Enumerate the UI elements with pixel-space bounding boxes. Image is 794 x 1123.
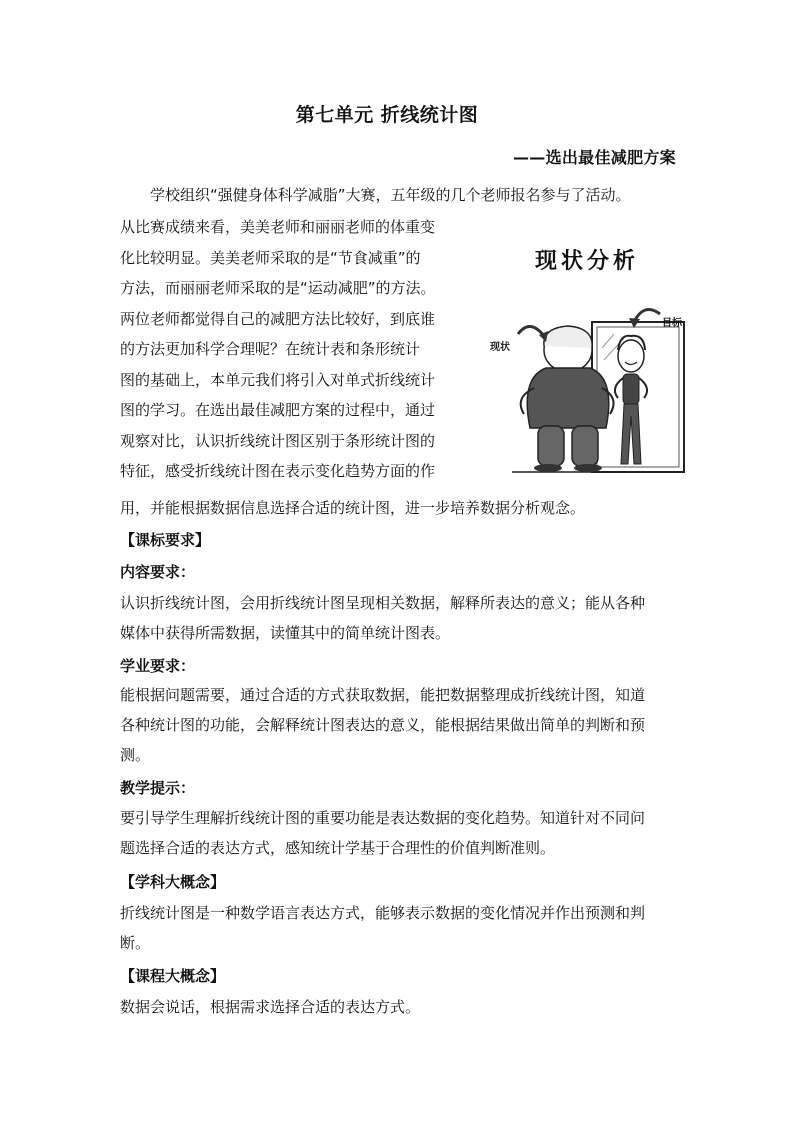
page-title: 第七单元 折线统计图	[295, 104, 479, 126]
subject-line: 折线统计图是一种数学语言表达方式，能够表示数据的变化情况并作出预测和判	[120, 904, 646, 922]
intro-wrapped-paragraph	[120, 212, 470, 487]
course-line: 数据会说话，根据需求选择合适的表达方式。	[120, 998, 421, 1016]
course-heading: 【课程大概念】	[120, 967, 226, 985]
teaching-line: 题选择合适的表达方式，感知统计学基于合理性的价值判断准则。	[120, 839, 556, 857]
academic-line: 能根据问题需要，通过合适的方式获取数据，能把数据整理成折线统计图，知道	[120, 686, 646, 704]
content-line: 媒体中获得所需数据，读懂其中的简单统计图表。	[120, 624, 451, 642]
teaching-line: 要引导学生理解折线统计图的重要功能是表达数据的变化趋势。知道针对不同问	[120, 809, 646, 827]
intro-line: 两位老师都觉得自己的减肥方法比较好，到底谁	[120, 309, 436, 328]
intro-first-line: 学校组织“强健身体科学减脂”大赛，五年级的几个老师报名参与了活动。	[150, 186, 631, 204]
intro-line: 观察对比，认识折线统计图区别于条形统计图的	[120, 431, 436, 450]
teaching-paragraph	[120, 803, 680, 863]
intro-line: 化比较明显。美美老师采取的是“节食减重”的	[120, 248, 421, 267]
academic-paragraph	[120, 680, 680, 770]
curriculum-heading: 【课标要求】	[120, 531, 211, 549]
academic-label: 学业要求：	[120, 657, 196, 675]
figure-label-now: 现状	[490, 342, 510, 353]
academic-line: 各种统计图的功能，会解释统计图表达的意义，能根据结果做出简单的判断和预	[120, 716, 646, 734]
content-paragraph	[120, 588, 680, 648]
teaching-label: 教学提示：	[120, 779, 196, 797]
figure-label-goal: 目标	[662, 318, 682, 329]
intro-line: 图的基础上，本单元我们将引入对单式折线统计	[120, 370, 436, 389]
content-line: 认识折线统计图，会用折线统计图呈现相关数据，解释所表达的意义；能从各种	[120, 594, 646, 612]
status-analysis-illustration	[484, 238, 690, 484]
subject-paragraph	[120, 898, 680, 958]
intro-line: 从比赛成绩来看，美美老师和丽丽老师的体重变	[120, 218, 436, 236]
subject-line: 断。	[120, 934, 151, 952]
intro-last-line: 用，并能根据数据信息选择合适的统计图，进一步培养数据分析观念。	[120, 499, 586, 517]
course-paragraph	[120, 992, 680, 1022]
intro-line: 方法，而丽丽老师采取的是“运动减肥”的方法。	[120, 279, 436, 297]
intro-line: 特征，感受折线统计图在表示变化趋势方面的作	[120, 462, 436, 480]
page-subtitle: ——选出最佳减肥方案	[512, 148, 676, 167]
intro-line: 图的学习。在选出最佳减肥方案的过程中，通过	[120, 401, 436, 419]
content-label: 内容要求：	[120, 563, 196, 581]
subject-heading: 【学科大概念】	[120, 873, 226, 891]
figure-title: 现状分析	[534, 248, 639, 274]
intro-line: 的方法更加科学合理呢？在统计表和条形统计	[120, 340, 421, 358]
academic-line: 测。	[120, 746, 151, 764]
